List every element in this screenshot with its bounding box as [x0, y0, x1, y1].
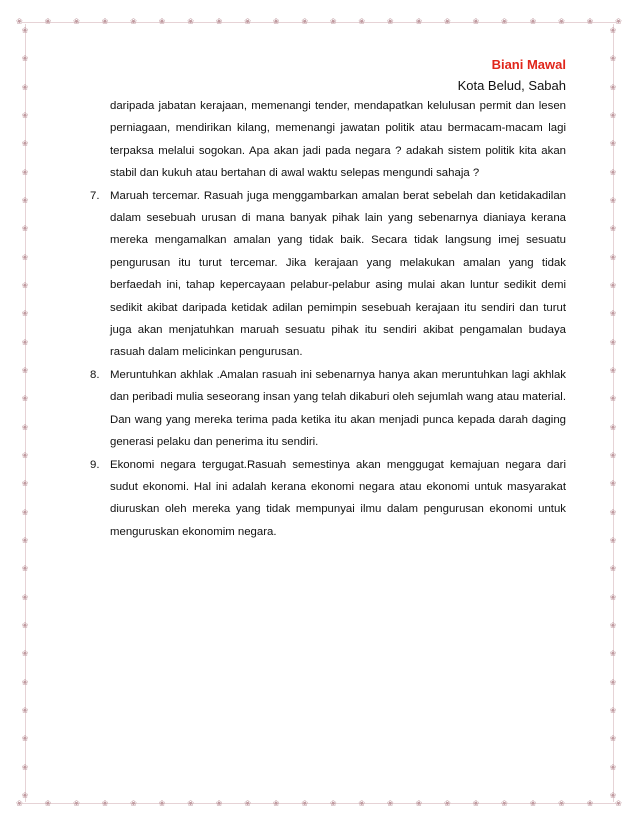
flower-ornament-icon: ❀ — [21, 195, 29, 205]
flower-ornament-icon: ❀ — [558, 16, 565, 26]
flower-ornament-icon: ❀ — [472, 16, 480, 26]
flower-ornament-icon: ❀ — [301, 16, 309, 26]
flower-ornament-icon: ❀ — [130, 16, 137, 26]
list-text: Ekonomi negara tergugat.Rasuah semestinya akan menggugat kemajuan negara dari sudut ekonomi. Hal ini adalah kerana ekonomi negara atau ekonomi untuk masyarakat diuruskan oleh mereka yang tidak mempunyai ilmu dalam pengurusan ekonomi untuk menguruskan ekonomim negara. — [110, 458, 566, 538]
flower-ornament-icon: ❀ — [609, 224, 617, 234]
flower-ornament-icon: ❀ — [609, 82, 617, 92]
flower-ornament-icon: ❀ — [21, 139, 29, 149]
flower-ornament-icon: ❀ — [609, 394, 617, 404]
flower-ornament-icon: ❀ — [615, 798, 622, 808]
flower-ornament-icon: ❀ — [609, 252, 617, 262]
flower-ornament-icon: ❀ — [609, 762, 617, 772]
flower-ornament-icon: ❀ — [301, 798, 309, 808]
flower-ornament-icon: ❀ — [609, 365, 617, 375]
flower-ornament-icon: ❀ — [609, 450, 617, 460]
flower-ornament-icon: ❀ — [21, 734, 29, 744]
flower-ornament-icon: ❀ — [609, 677, 617, 687]
list-item-7 — [84, 185, 566, 364]
border-bottom-ornaments — [16, 796, 622, 810]
flower-ornament-icon: ❀ — [73, 16, 80, 26]
flower-ornament-icon: ❀ — [586, 16, 594, 26]
flower-ornament-icon: ❀ — [44, 16, 52, 26]
flower-ornament-icon: ❀ — [21, 252, 29, 262]
author-name: Biani Mawal — [491, 57, 566, 72]
flower-ornament-icon: ❀ — [21, 337, 29, 347]
flower-ornament-icon: ❀ — [415, 798, 423, 808]
flower-ornament-icon: ❀ — [21, 280, 29, 290]
flower-ornament-icon: ❀ — [21, 450, 29, 460]
flower-ornament-icon: ❀ — [21, 620, 29, 630]
flower-ornament-icon: ❀ — [609, 309, 617, 319]
flower-ornament-icon: ❀ — [21, 82, 29, 92]
list-text: Maruah tercemar. Rasuah juga menggambarkan amalan berat sebelah dan ketidakadilan dalam sesebuah urusan di mana banyak pihak lain yang sebenarnya dianiaya kerana mereka mengamalkan amalan yang tidak baik. Secara tidak langsung imej sesuatu pengurusan itu turut tercemar. Jika kerajaan yang melakukan amalan yang tidak berfaedah ini, tahap kepercayaan pelabur-pelabur asing mulai akan luntur sedikit demi sedikit akibat daripada ketidak adilan pemimpin sesebuah kerajaan itu sendiri dan turut juga akan menjatuhkan maruah sesuatu pihak itu sendiri akibat pengamalan budaya rasuah dalam melicinkan pengurusan. — [110, 189, 566, 359]
flower-ornament-icon: ❀ — [21, 535, 29, 545]
flower-ornament-icon: ❀ — [21, 394, 29, 404]
flower-ornament-icon: ❀ — [21, 422, 29, 432]
border-left-ornaments — [18, 26, 32, 800]
flower-ornament-icon: ❀ — [130, 798, 137, 808]
flower-ornament-icon: ❀ — [609, 790, 617, 800]
document-body — [84, 95, 566, 543]
flower-ornament-icon: ❀ — [21, 649, 29, 659]
border-right-ornaments — [606, 26, 620, 800]
flower-ornament-icon: ❀ — [21, 762, 29, 772]
flower-ornament-icon: ❀ — [16, 16, 23, 26]
flower-ornament-icon: ❀ — [443, 798, 451, 808]
flower-ornament-icon: ❀ — [215, 798, 223, 808]
list-item-8 — [84, 364, 566, 454]
flower-ornament-icon: ❀ — [358, 16, 366, 26]
list-number: 8. — [90, 368, 100, 381]
author-location: Kota Belud, Sabah — [457, 78, 566, 93]
flower-ornament-icon: ❀ — [609, 705, 617, 715]
flower-ornament-icon: ❀ — [21, 224, 29, 234]
flower-ornament-icon: ❀ — [21, 507, 29, 517]
list-number: 9. — [90, 458, 100, 471]
flower-ornament-icon: ❀ — [21, 790, 29, 800]
flower-ornament-icon: ❀ — [609, 280, 617, 290]
flower-ornament-icon: ❀ — [609, 54, 617, 64]
flower-ornament-icon: ❀ — [272, 16, 280, 26]
flower-ornament-icon: ❀ — [21, 677, 29, 687]
flower-ornament-icon: ❀ — [21, 592, 29, 602]
flower-ornament-icon: ❀ — [244, 798, 251, 808]
flower-ornament-icon: ❀ — [329, 16, 337, 26]
flower-ornament-icon: ❀ — [609, 139, 617, 149]
flower-ornament-icon: ❀ — [21, 110, 29, 120]
flower-ornament-icon: ❀ — [609, 110, 617, 120]
flower-ornament-icon: ❀ — [609, 734, 617, 744]
flower-ornament-icon: ❀ — [529, 798, 537, 808]
flower-ornament-icon: ❀ — [16, 798, 23, 808]
flower-ornament-icon: ❀ — [558, 798, 565, 808]
flower-ornament-icon: ❀ — [21, 705, 29, 715]
flower-ornament-icon: ❀ — [272, 798, 280, 808]
flower-ornament-icon: ❀ — [609, 479, 617, 489]
flower-ornament-icon: ❀ — [609, 195, 617, 205]
flower-ornament-icon: ❀ — [443, 16, 451, 26]
flower-ornament-icon: ❀ — [158, 798, 166, 808]
flower-ornament-icon: ❀ — [609, 26, 617, 35]
flower-ornament-icon: ❀ — [609, 422, 617, 432]
flower-ornament-icon: ❀ — [21, 479, 29, 489]
flower-ornament-icon: ❀ — [386, 16, 394, 26]
flower-ornament-icon: ❀ — [358, 798, 366, 808]
list-number: 7. — [90, 189, 100, 202]
flower-ornament-icon: ❀ — [21, 54, 29, 64]
flower-ornament-icon: ❀ — [187, 16, 194, 26]
border-top-ornaments — [16, 14, 622, 28]
flower-ornament-icon: ❀ — [609, 564, 617, 574]
flower-ornament-icon: ❀ — [415, 16, 423, 26]
flower-ornament-icon: ❀ — [609, 535, 617, 545]
flower-ornament-icon: ❀ — [609, 167, 617, 177]
list-item-9 — [84, 454, 566, 544]
flower-ornament-icon: ❀ — [244, 16, 251, 26]
flower-ornament-icon: ❀ — [472, 798, 480, 808]
flower-ornament-icon: ❀ — [501, 16, 508, 26]
flower-ornament-icon: ❀ — [21, 564, 29, 574]
flower-ornament-icon: ❀ — [586, 798, 594, 808]
flower-ornament-icon: ❀ — [609, 337, 617, 347]
flower-ornament-icon: ❀ — [609, 592, 617, 602]
flower-ornament-icon: ❀ — [101, 16, 109, 26]
flower-ornament-icon: ❀ — [329, 798, 337, 808]
flower-ornament-icon: ❀ — [187, 798, 194, 808]
flower-ornament-icon: ❀ — [21, 365, 29, 375]
flower-ornament-icon: ❀ — [44, 798, 52, 808]
list-text: Meruntuhkan akhlak .Amalan rasuah ini sebenarnya hanya akan meruntuhkan lagi akhlak dan peribadi mulia seseorang insan yang telah dikaburi oleh sejumlah wang atau material. Dan wang yang mereka terima pada ketika itu akan menjadi punca kepada darah daging generasi pelaku dan penerima itu sendiri. — [110, 368, 566, 449]
flower-ornament-icon: ❀ — [21, 26, 29, 35]
flower-ornament-icon: ❀ — [609, 649, 617, 659]
flower-ornament-icon: ❀ — [215, 16, 223, 26]
flower-ornament-icon: ❀ — [158, 16, 166, 26]
flower-ornament-icon: ❀ — [609, 620, 617, 630]
flower-ornament-icon: ❀ — [609, 507, 617, 517]
flower-ornament-icon: ❀ — [73, 798, 80, 808]
flower-ornament-icon: ❀ — [21, 167, 29, 177]
flower-ornament-icon: ❀ — [101, 798, 109, 808]
flower-ornament-icon: ❀ — [21, 309, 29, 319]
flower-ornament-icon: ❀ — [529, 16, 537, 26]
flower-ornament-icon: ❀ — [386, 798, 394, 808]
continued-paragraph: daripada jabatan kerajaan, memenangi tender, mendapatkan kelulusan permit dan lesen perniagaan, mendirikan kilang, memenangi jawatan politik atau bermacam-macam lagi terpaksa melalui sogokan. Apa akan jadi pada negara ? adakah sistem politik kita akan stabil dan kukuh atau bertahan di awal waktu selepas mengundi sahaja ? — [110, 100, 566, 180]
flower-ornament-icon: ❀ — [615, 16, 622, 26]
flower-ornament-icon: ❀ — [501, 798, 508, 808]
